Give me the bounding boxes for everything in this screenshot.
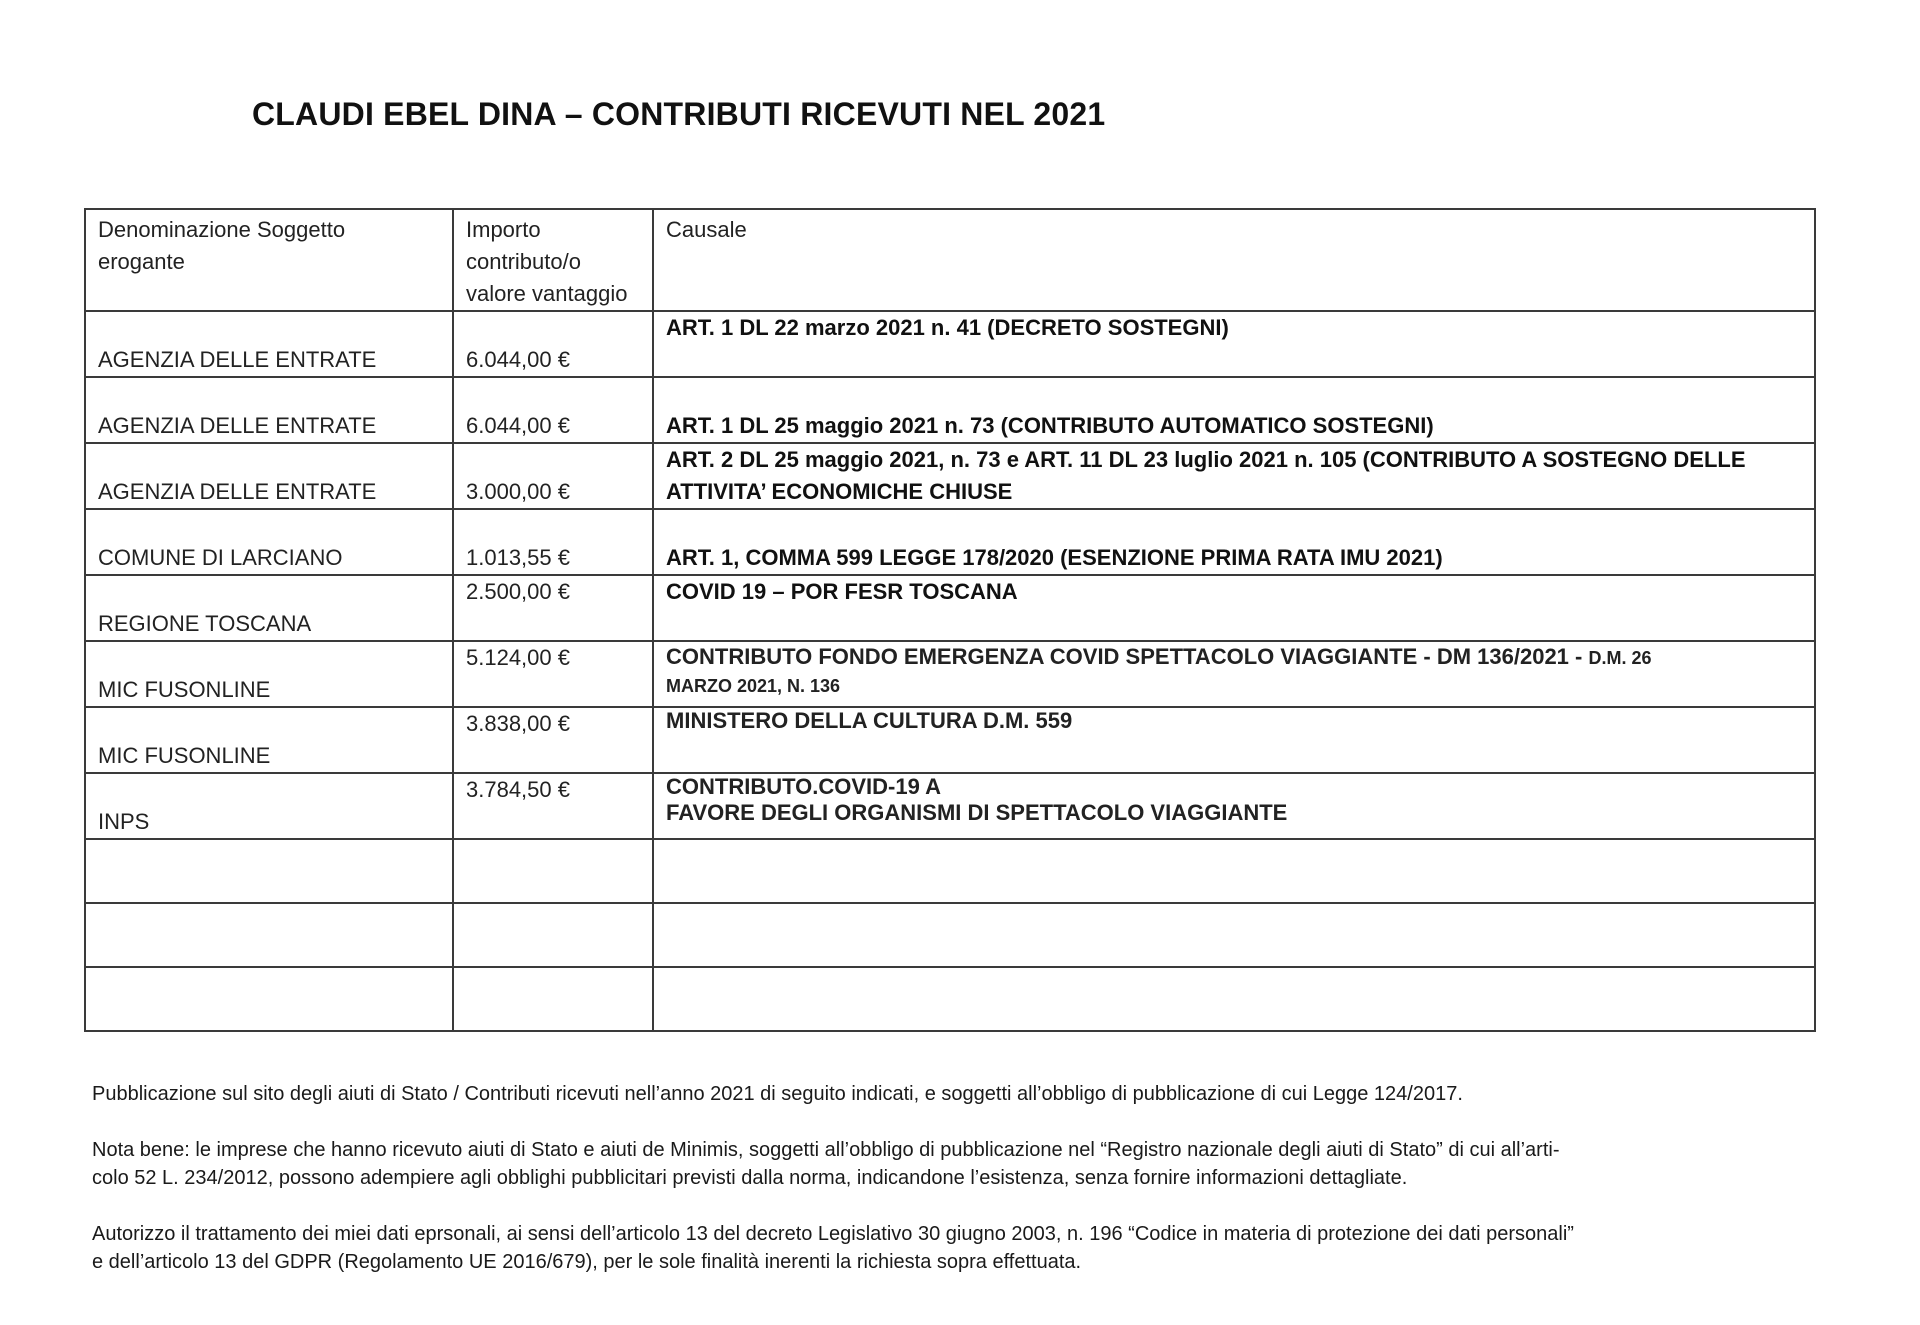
cell-soggetto xyxy=(85,377,453,443)
causale-text: MINISTERO DELLA CULTURA D.M. 559 xyxy=(666,708,1073,733)
cell-importo xyxy=(453,773,653,839)
cell-empty xyxy=(653,839,1815,903)
note-privacy xyxy=(92,1220,1832,1276)
causale-text: ART. 1, COMMA 599 LEGGE 178/2020 (ESENZIONE PRIMA RATA IMU 2021) xyxy=(666,545,1443,570)
cell-empty xyxy=(653,967,1815,1031)
importo-text: 6.044,00 € xyxy=(466,347,570,372)
cell-empty xyxy=(653,903,1815,967)
table-row xyxy=(85,641,1815,707)
cell-causale xyxy=(653,575,1815,641)
cell-importo xyxy=(453,575,653,641)
page-title: CLAUDI EBEL DINA – CONTRIBUTI RICEVUTI NEL 2021 xyxy=(252,96,1106,132)
causale-text-line1: CONTRIBUTO.COVID-19 A xyxy=(666,774,942,799)
table-row xyxy=(85,707,1815,773)
soggetto-text: AGENZIA DELLE ENTRATE xyxy=(98,479,377,504)
cell-empty xyxy=(453,839,653,903)
cell-causale xyxy=(653,707,1815,773)
note-nota-bene-line2: colo 52 L. 234/2012, possono adempiere agli obblighi pubblicitari previsti dalla norma, indicandone l’esistenza, senza fornire informazioni dettagliate. xyxy=(92,1167,1408,1189)
cell-soggetto xyxy=(85,773,453,839)
table-header-row xyxy=(85,209,1815,311)
importo-text: 6.044,00 € xyxy=(466,413,570,438)
causale-text-line1-suffix: D.M. 26 xyxy=(1588,648,1652,668)
note-nota-bene-line1: Nota bene: le imprese che hanno ricevuto aiuti di Stato e aiuti de Minimis, soggetti all’obbligo di pubblicazione nel “Registro nazionale degli aiuti di Stato” di cui all’arti- xyxy=(92,1139,1560,1161)
cell-empty xyxy=(453,903,653,967)
importo-text: 1.013,55 € xyxy=(466,545,570,570)
header-soggetto-line2: erogante xyxy=(98,249,185,274)
header-causale-label: Causale xyxy=(666,217,747,242)
table-row-empty xyxy=(85,839,1815,903)
importo-text: 3.784,50 € xyxy=(466,777,570,802)
causale-text-line2: MARZO 2021, N. 136 xyxy=(666,676,841,696)
causale-text-line1: ART. 2 DL 25 maggio 2021, n. 73 e ART. 11 DL 23 luglio 2021 n. 105 (CONTRIBUTO A SOSTEGNO DELLE xyxy=(666,447,1746,472)
causale-text-line1: CONTRIBUTO FONDO EMERGENZA COVID SPETTACOLO VIAGGIANTE - DM 136/2021 - xyxy=(666,644,1583,669)
soggetto-text: MIC FUSONLINE xyxy=(98,677,271,702)
table-row xyxy=(85,509,1815,575)
table-row-empty xyxy=(85,903,1815,967)
note-nota-bene xyxy=(92,1136,1832,1192)
importo-text: 5.124,00 € xyxy=(466,645,570,670)
header-soggetto xyxy=(85,209,453,311)
causale-text-line2: ATTIVITA’ ECONOMICHE CHIUSE xyxy=(666,479,1013,504)
soggetto-text: REGIONE TOSCANA xyxy=(98,611,312,636)
note-privacy-line1: Autorizzo il trattamento dei miei dati eprsonali, ai sensi dell’articolo 13 del decreto Legislativo 30 giugno 2003, n. 196 “Codice in materia di protezione dei dati personali” xyxy=(92,1223,1574,1245)
table-row-empty xyxy=(85,967,1815,1031)
importo-text: 3.838,00 € xyxy=(466,711,570,736)
cell-soggetto xyxy=(85,641,453,707)
cell-causale xyxy=(653,509,1815,575)
note-privacy-line2: e dell’articolo 13 del GDPR (Regolamento UE 2016/679), per le sole finalità inerenti la richiesta sopra effettuata. xyxy=(92,1251,1082,1273)
causale-text: ART. 1 DL 22 marzo 2021 n. 41 (DECRETO SOSTEGNI) xyxy=(666,315,1229,340)
cell-empty xyxy=(453,967,653,1031)
table-row xyxy=(85,377,1815,443)
header-importo xyxy=(453,209,653,311)
cell-importo xyxy=(453,311,653,377)
causale-text-line2: FAVORE DEGLI ORGANISMI DI SPETTACOLO VIAGGIANTE xyxy=(666,800,1288,825)
table-row xyxy=(85,773,1815,839)
cell-empty xyxy=(85,903,453,967)
cell-causale xyxy=(653,377,1815,443)
cell-importo xyxy=(453,443,653,509)
soggetto-text: MIC FUSONLINE xyxy=(98,743,271,768)
cell-importo xyxy=(453,707,653,773)
table-row xyxy=(85,443,1815,509)
table-row xyxy=(85,311,1815,377)
cell-soggetto xyxy=(85,509,453,575)
soggetto-text: AGENZIA DELLE ENTRATE xyxy=(98,347,377,372)
note-publication: Pubblicazione sul sito degli aiuti di Stato / Contributi ricevuti nell’anno 2021 di seguito indicati, e soggetti all’obbligo di pubblicazione di cui Legge 124/2017. xyxy=(92,1083,1463,1105)
cell-importo xyxy=(453,641,653,707)
header-importo-line2: contributo/o xyxy=(466,249,581,274)
causale-text: ART. 1 DL 25 maggio 2021 n. 73 (CONTRIBUTO AUTOMATICO SOSTEGNI) xyxy=(666,413,1434,438)
importo-text: 2.500,00 € xyxy=(466,579,570,604)
soggetto-text: INPS xyxy=(98,809,150,834)
cell-causale xyxy=(653,641,1815,707)
header-importo-line3: valore vantaggio xyxy=(466,281,628,306)
causale-text: COVID 19 – POR FESR TOSCANA xyxy=(666,579,1018,604)
importo-text: 3.000,00 € xyxy=(466,479,570,504)
header-soggetto-line1: Denominazione Soggetto xyxy=(98,217,346,242)
soggetto-text: AGENZIA DELLE ENTRATE xyxy=(98,413,377,438)
table-row xyxy=(85,575,1815,641)
cell-soggetto xyxy=(85,575,453,641)
cell-causale xyxy=(653,443,1815,509)
cell-causale xyxy=(653,311,1815,377)
header-importo-line1: Importo xyxy=(466,217,541,242)
cell-empty xyxy=(85,967,453,1031)
cell-importo xyxy=(453,509,653,575)
cell-soggetto xyxy=(85,311,453,377)
causale-line1-wrap xyxy=(666,642,1802,673)
cell-importo xyxy=(453,377,653,443)
soggetto-text: COMUNE DI LARCIANO xyxy=(98,545,343,570)
header-causale xyxy=(653,209,1815,311)
contributions-table xyxy=(84,208,1816,1032)
footer-notes xyxy=(92,1080,1832,1304)
cell-empty xyxy=(85,839,453,903)
cell-soggetto xyxy=(85,707,453,773)
cell-causale xyxy=(653,773,1815,839)
cell-soggetto xyxy=(85,443,453,509)
